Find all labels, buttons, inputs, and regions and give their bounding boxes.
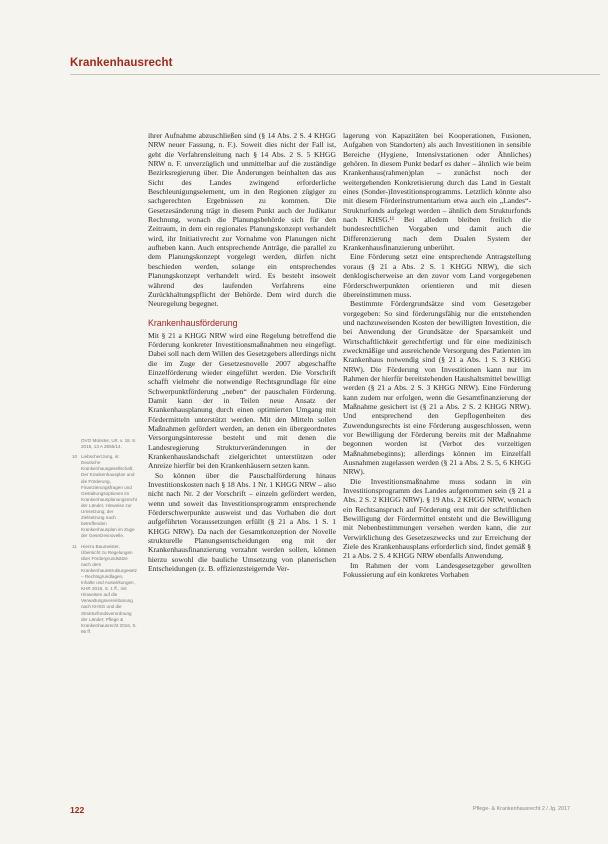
footnote-text: Liebscher/Jung, in: Deutsche Krankenhausgesellschaft, Der Krankenhausplan und die Förderung, Finanzierungsfragen und Gestaltungsoptionen im Krankenhausplanungsrecht der Länder, Hinweise zur Umsetzung; der Zielsetzung nach betreffenden Krankenhausplan im Zuge der Gesetzesnovelle. [81, 454, 137, 539]
body-paragraph: Im Rahmen der vom Landesgesetzgeber gewollten Fokussierung auf ein konkretes Vorhaben [343, 560, 531, 580]
text-column-middle [148, 131, 336, 573]
body-paragraph: Mit § 21 a KHGG NRW wird eine Regelung betreffend die Förderung konkreter Investitionsmaßnahmen neu eingefügt. Dabei soll nach dem Willen des Gesetzgebers allerdings nicht die im Zuge der Gesetzesnovelle 2007 abgeschaffte Einzelförderung wieder eingeführt werden. Die Vorschrift schafft vielmehr die notwendige Rechtsgrundlage für eine Schwerpunktförderung „neben“ der pauschalen Förderung. Damit kann der in Teilen neue Ansatz der Krankenhausplanung durch einen optimierten Umgang mit Fördermitteln unterstützt werden. Mit den Mitteln sollen Maßnahmen gefördert werden, an denen ein übergeordnetes Versorgungsinteresse besteht und mit denen die Landesregierung Strukturveränderungen in der Krankenhauslandschaft zielgerichtet unterstützen oder Anreize hierfür bei den Krankenhäusern setzen kann. [148, 330, 336, 471]
page-number: 122 [70, 805, 85, 815]
header-divider [70, 74, 600, 75]
text-column-right [343, 131, 531, 580]
body-paragraph: Eine Förderung setzt eine entsprechende Antragstellung voraus (§ 21 a Abs. 2 S. 1 KHGG NRW), die sich denklogischerweise an den zuvor vom Land vorgegebenen Förderschwerpunkten orientieren und mit diesen übereinstimmen muss. [343, 252, 531, 299]
footnote-number: 10 [72, 454, 78, 460]
body-paragraph: So können über die Pauschalförderung hinaus Investitionskosten nach § 18 Abs. 1 Nr. 1 KHGG NRW – also nicht nach Nr. 2 der Vorschrift – einzeln gefördert werden, wenn und soweit das Investitionsprogramm entsprechende Förderschwerpunkte ausweist und das Vorhaben die dort aufgeführten Voraussetzungen erfüllt (§ 21 a Abs. 1 S. 1 KHGG NRW). Da nach der Gesamtkonzeption der Novelle strukturelle Planungsentscheidungen eng mit der Krankenhausfinanzierung verzahnt werden sollen, können hierzu sowohl die bauliche Umsetzung von planerischen Entscheidungen (z. B. effizienzsteigernde Ver- [148, 470, 336, 574]
footnote-text: OVG Münster, Urt. v. 18. 8. 2015, 13 A 2556/14. [81, 438, 137, 450]
body-paragraph: Die Investitionsmaßnahme muss sodann in ein Investitionsprogramm des Landes aufgenommen sein (§ 21 a Abs. 2 S. 2 KHGG NRW). § 19 Abs. 2 KHGG NRW, wonach ein Rechtsanspruch auf Förderung erst mit der schriftlichen Bewilligung der Fördermittel entsteht und die Bewilligung mit Nebenbestimmungen versehen werden kann, die zur Verwirklichung des Gesetzeszwecks und zur Erreichung der Ziele des Krankenhausplans erforderlich sind, findet gemäß § 21 a Abs. 2 S. 4 KHGG NRW ebenfalls Anwendung. [343, 476, 531, 561]
body-paragraph: lagerung von Kapazitäten bei Kooperationen, Fusionen, Aufgaben von Standorten) als auch Investitionen in sensible Bereiche (Hygiene, Intensivstationen oder Ähnliches) gehören. In diesem Punkt bedarf es daher – ähnlich wie beim Krankenhaus(rahmen)plan – zunächst noch der weitergehenden Konkretisierung durch das Land in Gestalt eines (Sonder-)Investitionsprogramms. Letztlich könnte also mit diesem Förderinstrumentarium etwa auch ein „Landes“-Strukturfonds aufgelegt werden – ähnlich dem Strukturfonds nach KHSG.¹¹ Bei alledem bleiben freilich die bundesrechtlichen Vorgaben und damit auch die Differenzierung nach dem Dualen System der Krankenhausfinanzierung unberührt. [343, 131, 531, 253]
body-paragraph: Bestimmte Fördergrundsätze sind vom Gesetzgeber vorgegeben: So sind förderungsfähig nur die entstehenden und nachzuweisenden Kosten der bewilligten Investition, die bei Anwendung der Grundsätze der Sparsamkeit und Wirtschaftlichkeit gerechtfertigt und für eine medizinisch zweckmäßige und ausreichende Versorgung des Patienten im Krankenhaus notwendig sind (§ 21 a Abs. 1 S. 3 KHGG NRW). Die Förderung von Investitionen kann nur im Rahmen der hierfür bereitstehenden Haushaltsmittel bewilligt werden (§ 21 a Abs. 2 S. 3 KHGG NRW). Eine Förderung kann zudem nur erfolgen, wenn die Gesamtfinanzierung der Maßnahme gesichert ist (§ 21 a Abs. 2 S. 2 KHGG NRW). Und entsprechend den Gepflogenheiten des Zuwendungsrechts ist eine Förderung ausgeschlossen, wenn vor Bewilligung der Förderung bereits mit der Maßnahme begonnen worden ist (Verbot des vorzeitigen Maßnahmebeginns); allerdings können im Einzelfall Ausnahmen zugelassen werden (§ 21 a Abs. 2 S. 5, 6 KHGG NRW). [343, 299, 531, 477]
margin-footnotes [72, 438, 138, 639]
section-heading: Krankenhausförderung [148, 317, 238, 328]
footnote [72, 454, 138, 539]
footnote [72, 438, 138, 450]
footnote-text: Hierzu Baumeister, Übersicht zu Regelungen über Fördergrundsätze nach dem Krankenhausstrukturgesetz – Rechtsgrundlagen, Inhalte und Auswirkungen, KHR 2016, S. 1 ff., mit Hinweisen auf die Verwaltungsvereinbarung nach KHSG und die Strukturfondsverordnung der Länder; Pflege & Krankenhausrecht 2016, S. 66 ff. [81, 543, 137, 634]
running-title: Krankenhausrecht [70, 57, 173, 69]
footnote [72, 544, 138, 635]
journal-reference: Pflege- & Krankenhausrecht 2 / Jg. 2017 [472, 806, 570, 812]
body-paragraph: ihrer Aufnahme abzuschließen sind (§ 14 Abs. 2 S. 4 KHGG NRW neuer Fassung, n. F.). Soweit dies nicht der Fall ist, geht die Verfahrensleitung nach § 14 Abs. 2 S. 5 KHGG NRW n. F. unverzüglich und unmittelbar auf die zuständige Bezirksregierung über. Die Änderungen beinhalten das aus Sicht des Landes zwingend erforderliche Beschleunigungselement, um in den Regionen zügiger zu sachgerechten Ergebnissen zu kommen. Die Gesetzesänderung trägt in diesem Punkt auch der Judikatur Rechnung, wonach die Planungsbehörde sich für den Zeitraum, in dem ein regionales Planungskonzept verhandelt wird, ihr Initiativrecht zur Vornahme von Planungen nicht aufheben kann. Auch entsprechende Anträge, die parallel zu dem Planungskonzept vorgelegt werden, dürfen nicht beschieden werden, solange ein entsprechendes Planungskonzept verhandelt wird. Es besteht insoweit während des laufenden Verfahrens eine Zurückhaltungspflicht der Behörde. Dem wird durch die Neuregelung begegnet. [148, 131, 336, 309]
footnote-number: 11 [72, 543, 77, 549]
